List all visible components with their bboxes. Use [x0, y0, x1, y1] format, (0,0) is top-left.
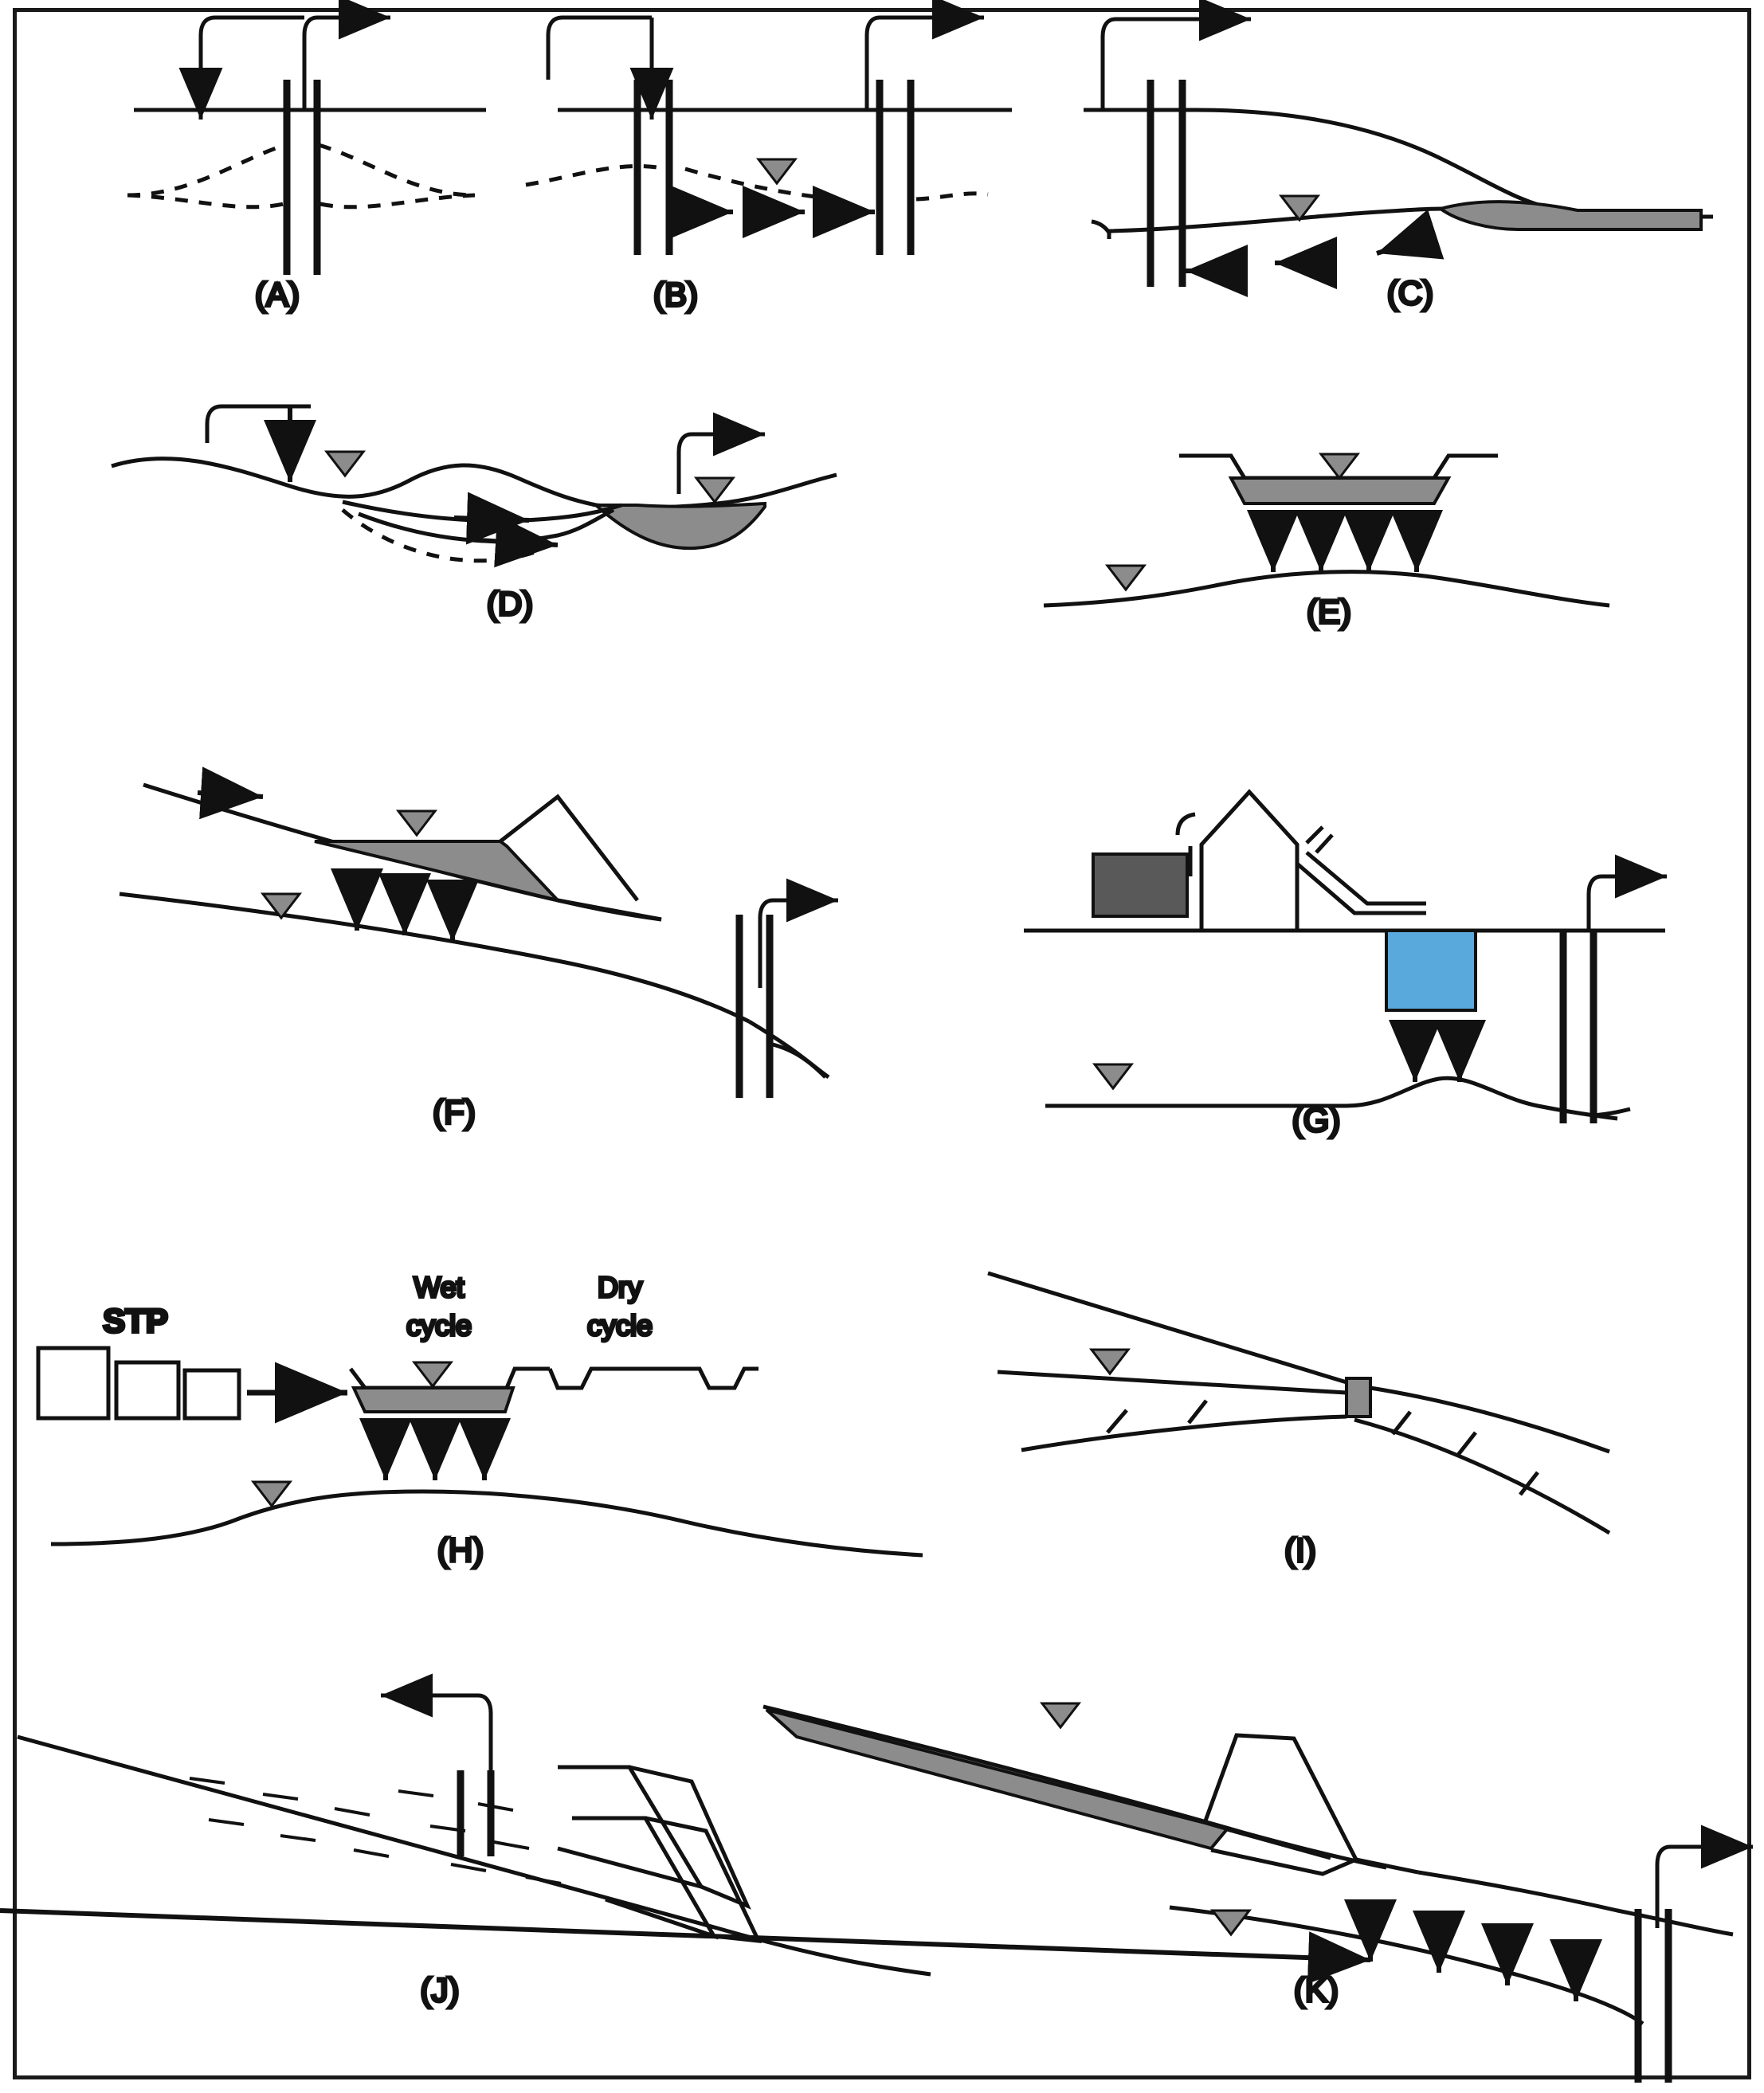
panel-g-diagram — [1024, 792, 1667, 1123]
panel-i-diagram — [988, 1273, 1609, 1533]
panel-label-e: (E) — [1307, 593, 1351, 630]
dry-cycle-label-line1: Dry — [598, 1271, 642, 1303]
stp-label: STP — [103, 1302, 168, 1339]
panel-b-diagram — [526, 18, 1012, 255]
panel-c-diagram — [1084, 19, 1713, 287]
panel-label-c: (C) — [1386, 274, 1434, 312]
panel-label-h: (H) — [437, 1531, 484, 1569]
panel-label-i: (I) — [1284, 1531, 1316, 1569]
panel-e-diagram — [1044, 454, 1609, 606]
dry-cycle-label-line2: cycle — [586, 1309, 653, 1342]
panel-label-k: (K) — [1294, 1971, 1339, 2009]
panel-a-diagram — [127, 18, 486, 275]
panel-h-diagram — [38, 1348, 923, 1555]
panel-k-diagram — [0, 1703, 1753, 2083]
wet-cycle-label-line2: cycle — [406, 1309, 472, 1342]
panel-j-diagram — [18, 1695, 931, 1974]
panel-d-diagram — [112, 406, 837, 561]
wet-cycle-label-line1: Wet — [414, 1271, 465, 1303]
panel-label-a: (A) — [255, 276, 300, 313]
panel-label-j: (J) — [420, 1971, 460, 2009]
panel-label-d: (D) — [486, 585, 534, 622]
panel-f-diagram — [120, 785, 838, 1098]
panel-label-b: (B) — [653, 276, 698, 313]
panel-label-g: (G) — [1292, 1101, 1341, 1139]
panel-label-f: (F) — [433, 1093, 476, 1131]
